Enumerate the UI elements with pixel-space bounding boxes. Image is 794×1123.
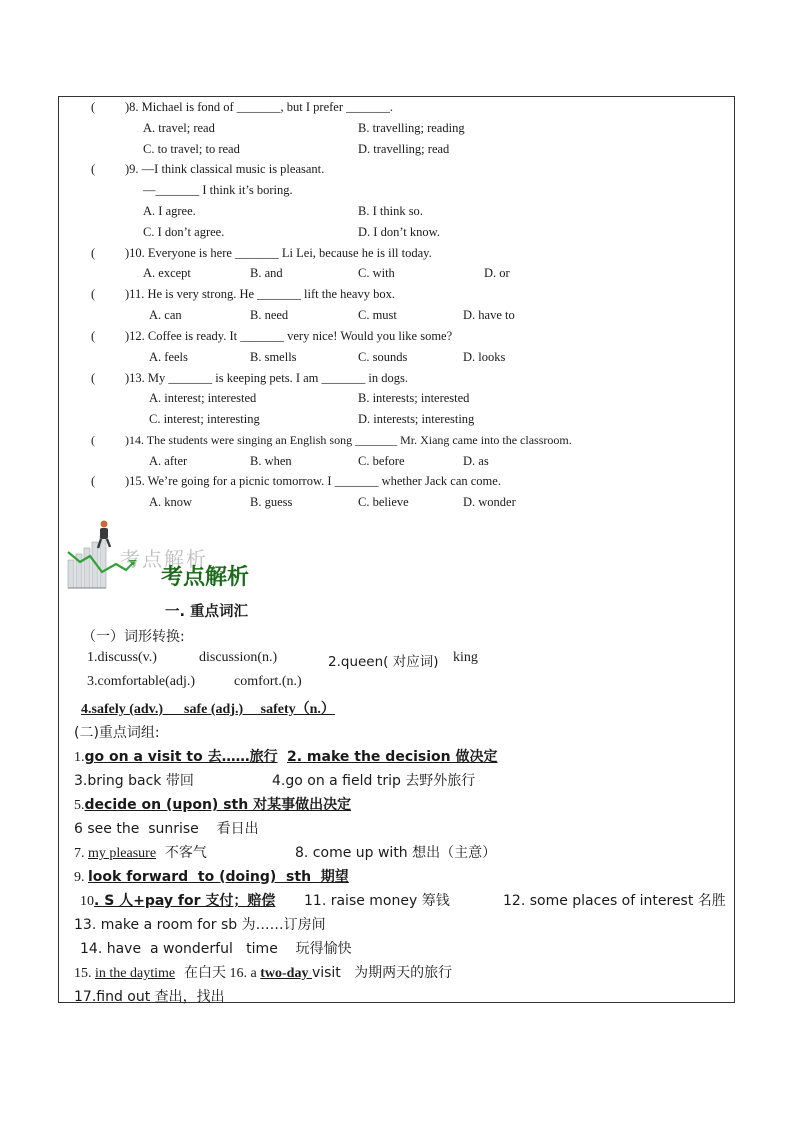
- phrase-9: 9. look forward to (doing) sth 期望: [74, 869, 349, 885]
- question-13: ( )13. My _______ is keeping pets. I am _______ in dogs.: [91, 371, 408, 385]
- phrase-7: 7. my pleasure 不客气: [74, 845, 207, 861]
- question-8: ( )8. Michael is fond of _______, but I prefer _______.: [91, 100, 393, 114]
- q10-option-d: D. or: [484, 266, 510, 280]
- q13-option-a: A. interest; interested: [149, 391, 257, 405]
- q8-option-c: C. to travel; to read: [143, 142, 240, 156]
- q12-option-c: C. sounds: [358, 350, 408, 364]
- q9-option-a: A. I agree.: [143, 204, 196, 218]
- q13-option-c: C. interest; interesting: [149, 412, 260, 426]
- question-15: ( )15. We’re going for a picnic tomorrow. I _______ whether Jack can come.: [91, 474, 501, 488]
- q12-option-a: A. feels: [149, 350, 188, 364]
- q9-option-b: B. I think so.: [358, 204, 423, 218]
- q15-option-b: B. guess: [250, 495, 293, 509]
- q14-option-c: C. before: [358, 454, 405, 468]
- question-12: ( )12. Coffee is ready. It _______ very nice! Would you like some?: [91, 329, 453, 343]
- word-discussion: discussion(n.): [199, 650, 278, 665]
- q11-option-d: D. have to: [463, 308, 515, 322]
- phrase-14: 14. have a wonderful time 玩得愉快: [80, 941, 352, 957]
- phrase-11: 11. raise money 筹钱: [304, 893, 450, 909]
- phrase-10: 10. S 人+pay for 支付；赔偿: [80, 893, 276, 909]
- q8-option-b: B. travelling; reading: [358, 121, 465, 135]
- q13-option-b: B. interests; interested: [358, 391, 470, 405]
- word-comfortable: 3.comfortable(adj.): [87, 674, 196, 689]
- q8-option-d: D. travelling; read: [358, 142, 450, 156]
- phrase-17: 17.find out 查出，找出: [74, 989, 225, 1005]
- q11-option-b: B. need: [250, 308, 289, 322]
- part2-heading: (二)重点词组:: [74, 725, 160, 741]
- word-king: king: [453, 650, 478, 665]
- phrase-15-16: 15. in the daytime 在白天 16. a two-day visit 为期两天的旅行: [74, 965, 453, 981]
- word-comfort: comfort.(n.): [234, 674, 302, 689]
- phrase-5: 5.decide on (upon) sth 对某事做出决定: [74, 797, 352, 813]
- part1-heading: （一）词形转换:: [82, 629, 185, 645]
- q13-option-d: D. interests; interesting: [358, 412, 475, 426]
- word-queen: 2.queen( 对应词): [328, 654, 439, 670]
- question-9: ( )9. —I think classical music is pleasant.: [91, 162, 325, 176]
- q8-option-a: A. travel; read: [143, 121, 215, 135]
- q15-option-d: D. wonder: [463, 495, 516, 509]
- phrase-6: 6 see the sunrise 看日出: [74, 821, 259, 837]
- question-10: ( )10. Everyone is here _______ Li Lei, because he is ill today.: [91, 246, 432, 260]
- q12-option-d: D. looks: [463, 350, 506, 364]
- question-11: ( )11. He is very strong. He _______ lift the heavy box.: [91, 287, 395, 301]
- phrase-8: 8. come up with 想出（主意）: [295, 845, 497, 861]
- q14-option-a: A. after: [149, 454, 188, 468]
- word-safely-safe-safety: 4.safely (adv.) safe (adj.) safety（n.）: [81, 702, 335, 717]
- q11-option-c: C. must: [358, 308, 397, 322]
- q10-option-a: A. except: [143, 266, 191, 280]
- q14-option-d: D. as: [463, 454, 489, 468]
- phrase-1: 1.go on a visit to 去……旅行: [74, 749, 278, 765]
- q12-option-b: B. smells: [250, 350, 297, 364]
- phrase-12: 12. some places of interest 名胜: [503, 893, 726, 909]
- question-9-reply: —_______ I think it’s boring.: [143, 183, 293, 197]
- section-watermark: 考点解析: [120, 547, 208, 571]
- phrase-2: 2. make the decision 做决定: [287, 749, 498, 765]
- q15-option-a: A. know: [149, 495, 193, 509]
- q14-option-b: B. when: [250, 454, 292, 468]
- q10-option-c: C. with: [358, 266, 395, 280]
- word-discuss: 1.discuss(v.): [87, 650, 157, 665]
- phrase-4: 4.go on a field trip 去野外旅行: [272, 773, 476, 789]
- section-title: 考点解析: [161, 565, 250, 590]
- phrase-13: 13. make a room for sb 为……订房间: [74, 917, 326, 933]
- phrase-3: 3.bring back 带回: [74, 773, 194, 789]
- question-14: ( )14. The students were singing an English song _______ Mr. Xiang came into the classroom.: [91, 433, 572, 447]
- q11-option-a: A. can: [149, 308, 182, 322]
- q15-option-c: C. believe: [358, 495, 409, 509]
- subsection-title: 一. 重点词汇: [165, 604, 249, 620]
- q9-option-c: C. I don’t agree.: [143, 225, 225, 239]
- q10-option-b: B. and: [250, 266, 283, 280]
- q9-option-d: D. I don’t know.: [358, 225, 440, 239]
